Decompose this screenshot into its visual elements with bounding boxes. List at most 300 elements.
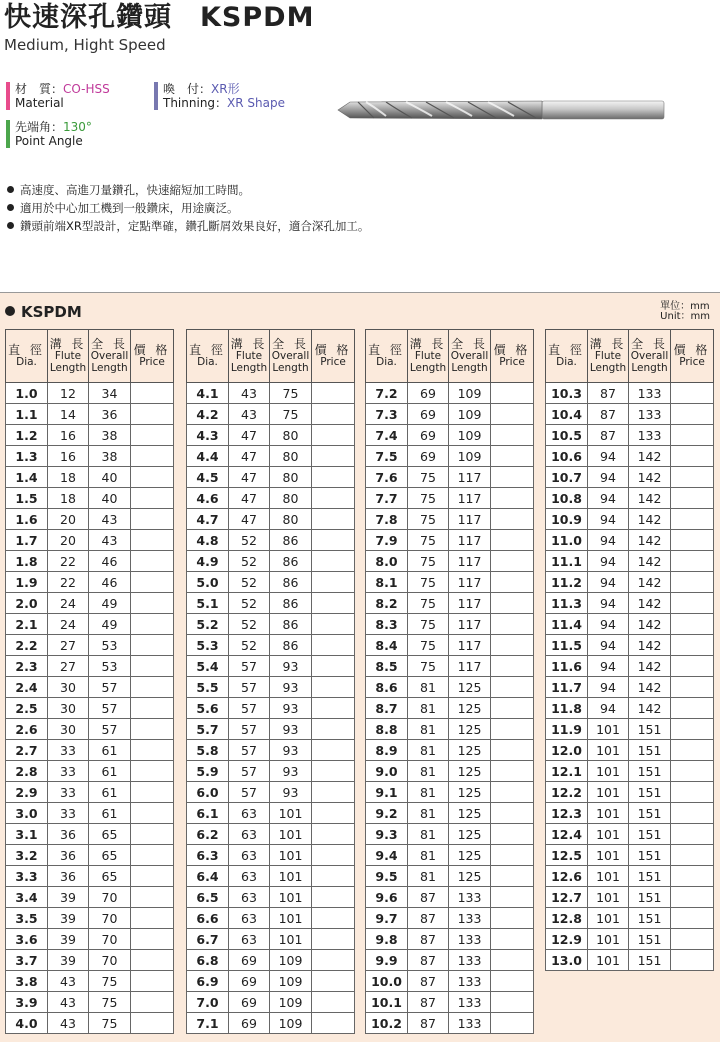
cell-price [491, 572, 534, 593]
cell-overall-length: 125 [449, 698, 491, 719]
cell-diameter: 2.6 [6, 719, 48, 740]
table-row [546, 467, 714, 488]
cell-diameter: 10.2 [366, 1013, 408, 1034]
cell-diameter: 4.1 [187, 383, 229, 404]
table-row [187, 677, 355, 698]
cell-flute-length: 16 [48, 446, 89, 467]
table-row [187, 950, 355, 971]
cell-flute-length: 52 [229, 572, 270, 593]
table-row [187, 593, 355, 614]
cell-overall-length: 93 [270, 740, 312, 761]
cell-diameter: 5.3 [187, 635, 229, 656]
cell-price [491, 719, 534, 740]
cell-flute-length: 81 [408, 803, 449, 824]
cell-flute-length: 33 [48, 782, 89, 803]
spec-thinning-en: Thinning： [163, 96, 228, 110]
cell-overall-length: 61 [89, 782, 131, 803]
cell-overall-length: 53 [89, 656, 131, 677]
cell-price [491, 971, 534, 992]
cell-flute-length: 20 [48, 530, 89, 551]
table-row [366, 656, 534, 677]
cell-diameter: 7.8 [366, 509, 408, 530]
cell-price [131, 845, 174, 866]
cell-flute-length: 47 [229, 509, 270, 530]
cell-flute-length: 63 [229, 824, 270, 845]
cell-overall-length: 36 [89, 404, 131, 425]
header-dia-zh: 直 徑 [189, 343, 226, 357]
cell-flute-length: 52 [229, 635, 270, 656]
cell-flute-length: 30 [48, 719, 89, 740]
header-flute-en: Flute Length [409, 350, 447, 374]
cell-overall-length: 151 [629, 866, 671, 887]
cell-diameter: 10.6 [546, 446, 588, 467]
table-header-row [187, 330, 355, 383]
cell-overall-length: 142 [629, 593, 671, 614]
table-row [366, 446, 534, 467]
cell-price [131, 467, 174, 488]
header-dia-en: Dia. [556, 356, 577, 368]
panel-title [5, 302, 82, 322]
cell-overall-length: 125 [449, 677, 491, 698]
cell-diameter: 7.7 [366, 488, 408, 509]
cell-price [491, 740, 534, 761]
cell-overall-length: 61 [89, 740, 131, 761]
cell-diameter: 1.4 [6, 467, 48, 488]
cell-price [671, 509, 714, 530]
cell-diameter: 11.6 [546, 656, 588, 677]
table-row [187, 530, 355, 551]
cell-overall-length: 109 [270, 950, 312, 971]
cell-price [312, 614, 355, 635]
cell-price [491, 1013, 534, 1034]
cell-diameter: 12.8 [546, 908, 588, 929]
header-price-zh: 價 格 [493, 343, 531, 357]
cell-price [491, 656, 534, 677]
cell-flute-length: 81 [408, 677, 449, 698]
cell-price [671, 404, 714, 425]
table-row [366, 614, 534, 635]
cell-price [312, 467, 355, 488]
cell-diameter: 5.2 [187, 614, 229, 635]
table-row [546, 908, 714, 929]
table-row [187, 782, 355, 803]
table-row [6, 467, 174, 488]
cell-overall-length: 125 [449, 719, 491, 740]
cell-flute-length: 69 [229, 971, 270, 992]
cell-flute-length: 94 [588, 593, 629, 614]
cell-flute-length: 69 [408, 446, 449, 467]
cell-overall-length: 142 [629, 656, 671, 677]
header-flute [588, 330, 629, 383]
cell-flute-length: 52 [229, 530, 270, 551]
cell-price [491, 446, 534, 467]
cell-overall-length: 49 [89, 614, 131, 635]
cell-price [671, 614, 714, 635]
table-row [6, 803, 174, 824]
cell-flute-length: 87 [588, 404, 629, 425]
cell-flute-length: 27 [48, 635, 89, 656]
header-dia-zh: 直 徑 [548, 343, 585, 357]
header-dia-en: Dia. [197, 356, 218, 368]
cell-overall-length: 109 [449, 425, 491, 446]
cell-overall-length: 125 [449, 803, 491, 824]
cell-flute-length: 24 [48, 614, 89, 635]
cell-price [131, 572, 174, 593]
cell-diameter: 5.9 [187, 761, 229, 782]
table-row [187, 803, 355, 824]
cell-overall-length: 70 [89, 908, 131, 929]
cell-flute-length: 63 [229, 803, 270, 824]
cell-flute-length: 30 [48, 677, 89, 698]
cell-price [491, 929, 534, 950]
cell-diameter: 10.1 [366, 992, 408, 1013]
table-row [6, 992, 174, 1013]
feature-item: 鑽頭前端XR型設計，定點準確，鑽孔斷屑效果良好，適合深孔加工。 [6, 217, 369, 235]
cell-price [491, 782, 534, 803]
cell-diameter: 9.0 [366, 761, 408, 782]
cell-overall-length: 142 [629, 488, 671, 509]
cell-overall-length: 109 [270, 971, 312, 992]
cell-diameter: 10.0 [366, 971, 408, 992]
cell-price [671, 677, 714, 698]
cell-diameter: 7.3 [366, 404, 408, 425]
cell-overall-length: 133 [449, 929, 491, 950]
cell-diameter: 2.7 [6, 740, 48, 761]
table-row [6, 446, 174, 467]
cell-overall-length: 151 [629, 803, 671, 824]
spec-thinning [154, 82, 285, 110]
cell-diameter: 11.1 [546, 551, 588, 572]
cell-price [312, 782, 355, 803]
cell-diameter: 6.5 [187, 887, 229, 908]
table-row [366, 677, 534, 698]
cell-diameter: 5.1 [187, 593, 229, 614]
cell-flute-length: 14 [48, 404, 89, 425]
cell-diameter: 6.0 [187, 782, 229, 803]
cell-diameter: 2.8 [6, 761, 48, 782]
cell-price [671, 698, 714, 719]
cell-diameter: 9.5 [366, 866, 408, 887]
table-row [6, 656, 174, 677]
cell-overall-length: 43 [89, 509, 131, 530]
cell-overall-length: 109 [449, 446, 491, 467]
table-row [6, 404, 174, 425]
cell-flute-length: 94 [588, 467, 629, 488]
cell-flute-length: 101 [588, 908, 629, 929]
cell-overall-length: 133 [449, 971, 491, 992]
cell-diameter: 1.5 [6, 488, 48, 509]
cell-flute-length: 101 [588, 887, 629, 908]
cell-price [131, 803, 174, 824]
cell-diameter: 9.9 [366, 950, 408, 971]
cell-flute-length: 47 [229, 425, 270, 446]
cell-flute-length: 94 [588, 446, 629, 467]
table-row [546, 614, 714, 635]
cell-price [312, 845, 355, 866]
cell-diameter: 13.0 [546, 950, 588, 971]
header-price-en: Price [679, 356, 705, 368]
cell-price [312, 383, 355, 404]
cell-overall-length: 133 [629, 425, 671, 446]
table-row [366, 971, 534, 992]
unit-label [660, 302, 710, 322]
cell-diameter: 12.5 [546, 845, 588, 866]
table-row [546, 950, 714, 971]
cell-overall-length: 101 [270, 929, 312, 950]
cell-diameter: 5.0 [187, 572, 229, 593]
cell-flute-length: 20 [48, 509, 89, 530]
cell-flute-length: 75 [408, 614, 449, 635]
table-row [546, 656, 714, 677]
cell-overall-length: 86 [270, 614, 312, 635]
spec-angle-label: 先端角： [15, 120, 64, 134]
table-row [187, 509, 355, 530]
cell-overall-length: 40 [89, 467, 131, 488]
cell-overall-length: 133 [449, 1013, 491, 1034]
table-row [366, 467, 534, 488]
cell-flute-length: 94 [588, 551, 629, 572]
cell-price [312, 950, 355, 971]
cell-overall-length: 65 [89, 824, 131, 845]
cell-diameter: 8.3 [366, 614, 408, 635]
cell-overall-length: 70 [89, 950, 131, 971]
cell-flute-length: 87 [408, 971, 449, 992]
cell-price [131, 719, 174, 740]
cell-overall-length: 133 [449, 887, 491, 908]
cell-overall-length: 117 [449, 467, 491, 488]
cell-flute-length: 87 [408, 908, 449, 929]
cell-diameter: 10.5 [546, 425, 588, 446]
table-row [6, 887, 174, 908]
cell-price [671, 887, 714, 908]
cell-overall-length: 57 [89, 677, 131, 698]
page-subtitle: Medium, Hight Speed [4, 36, 166, 54]
cell-diameter: 12.6 [546, 866, 588, 887]
cell-overall-length: 109 [449, 383, 491, 404]
cell-diameter: 6.8 [187, 950, 229, 971]
spec-material-value: CO-HSS [63, 82, 110, 96]
cell-flute-length: 81 [408, 698, 449, 719]
table-row [366, 782, 534, 803]
cell-flute-length: 18 [48, 488, 89, 509]
table-row [187, 1013, 355, 1034]
cell-flute-length: 87 [408, 992, 449, 1013]
table-row [187, 845, 355, 866]
cell-price [131, 929, 174, 950]
cell-flute-length: 87 [408, 950, 449, 971]
table-row [187, 761, 355, 782]
table-row [6, 761, 174, 782]
cell-diameter: 12.0 [546, 740, 588, 761]
cell-overall-length: 117 [449, 572, 491, 593]
header-price-en: Price [499, 356, 525, 368]
table-row [366, 803, 534, 824]
header-flute-zh: 溝 長 [49, 337, 87, 351]
cell-price [312, 887, 355, 908]
cell-overall-length: 40 [89, 488, 131, 509]
cell-diameter: 9.7 [366, 908, 408, 929]
cell-price [671, 761, 714, 782]
table-row [546, 425, 714, 446]
cell-diameter: 4.9 [187, 551, 229, 572]
cell-price [131, 593, 174, 614]
cell-price [671, 719, 714, 740]
table-row [366, 824, 534, 845]
table-row [366, 635, 534, 656]
cell-overall-length: 93 [270, 719, 312, 740]
table-row [187, 488, 355, 509]
cell-flute-length: 22 [48, 572, 89, 593]
cell-flute-length: 47 [229, 488, 270, 509]
cell-price [312, 593, 355, 614]
cell-flute-length: 69 [229, 992, 270, 1013]
table-row [366, 530, 534, 551]
cell-flute-length: 36 [48, 845, 89, 866]
cell-overall-length: 133 [449, 908, 491, 929]
cell-overall-length: 43 [89, 530, 131, 551]
cell-price [671, 803, 714, 824]
cell-price [312, 677, 355, 698]
header-dia-zh: 直 徑 [8, 343, 45, 357]
cell-diameter: 10.4 [546, 404, 588, 425]
header-flute-zh: 溝 長 [409, 337, 447, 351]
cell-overall-length: 117 [449, 656, 491, 677]
cell-overall-length: 57 [89, 719, 131, 740]
cell-diameter: 1.7 [6, 530, 48, 551]
table-row [546, 509, 714, 530]
table-row [366, 719, 534, 740]
header-overall-zh: 全 長 [272, 337, 309, 351]
cell-diameter: 5.7 [187, 719, 229, 740]
cell-price [671, 929, 714, 950]
feature-list [6, 181, 369, 235]
table-row [546, 866, 714, 887]
cell-price [491, 488, 534, 509]
table-row [187, 929, 355, 950]
cell-diameter: 12.3 [546, 803, 588, 824]
table-row [6, 551, 174, 572]
cell-diameter: 1.8 [6, 551, 48, 572]
cell-price [312, 824, 355, 845]
table-row [366, 593, 534, 614]
header-flute [229, 330, 270, 383]
cell-overall-length: 61 [89, 761, 131, 782]
cell-price [312, 509, 355, 530]
table-row [187, 719, 355, 740]
cell-price [491, 908, 534, 929]
cell-overall-length: 109 [449, 404, 491, 425]
cell-price [131, 992, 174, 1013]
spec-thinning-en-value: XR Shape [227, 96, 285, 110]
cell-diameter: 3.8 [6, 971, 48, 992]
header-price-zh: 價 格 [314, 343, 352, 357]
cell-flute-length: 87 [408, 929, 449, 950]
cell-overall-length: 125 [449, 845, 491, 866]
cell-flute-length: 101 [588, 719, 629, 740]
cell-price [312, 740, 355, 761]
cell-diameter: 3.7 [6, 950, 48, 971]
table-row [366, 740, 534, 761]
cell-diameter: 1.3 [6, 446, 48, 467]
header-price [671, 330, 714, 383]
cell-diameter: 6.1 [187, 803, 229, 824]
cell-price [131, 698, 174, 719]
cell-overall-length: 142 [629, 551, 671, 572]
cell-flute-length: 81 [408, 824, 449, 845]
table-row [546, 530, 714, 551]
cell-overall-length: 46 [89, 551, 131, 572]
cell-flute-length: 81 [408, 782, 449, 803]
header-overall-zh: 全 長 [91, 337, 128, 351]
cell-overall-length: 151 [629, 908, 671, 929]
cell-overall-length: 75 [89, 971, 131, 992]
table-row [366, 698, 534, 719]
cell-price [312, 656, 355, 677]
cell-overall-length: 125 [449, 740, 491, 761]
cell-price [671, 425, 714, 446]
cell-overall-length: 49 [89, 593, 131, 614]
cell-overall-length: 151 [629, 782, 671, 803]
cell-diameter: 6.7 [187, 929, 229, 950]
cell-price [312, 908, 355, 929]
cell-diameter: 8.8 [366, 719, 408, 740]
cell-price [671, 383, 714, 404]
cell-diameter: 3.4 [6, 887, 48, 908]
cell-diameter: 1.2 [6, 425, 48, 446]
cell-diameter: 6.6 [187, 908, 229, 929]
header-dia-zh: 直 徑 [368, 343, 405, 357]
cell-overall-length: 151 [629, 929, 671, 950]
table-row [187, 971, 355, 992]
table-row [546, 551, 714, 572]
cell-price [131, 635, 174, 656]
cell-price [671, 530, 714, 551]
cell-diameter: 11.7 [546, 677, 588, 698]
cell-price [671, 593, 714, 614]
cell-overall-length: 117 [449, 551, 491, 572]
cell-flute-length: 18 [48, 467, 89, 488]
cell-overall-length: 117 [449, 509, 491, 530]
cell-flute-length: 75 [408, 530, 449, 551]
table-row [546, 719, 714, 740]
cell-overall-length: 117 [449, 488, 491, 509]
cell-diameter: 4.7 [187, 509, 229, 530]
cell-diameter: 8.6 [366, 677, 408, 698]
table-row [546, 845, 714, 866]
cell-flute-length: 69 [408, 383, 449, 404]
cell-diameter: 9.8 [366, 929, 408, 950]
cell-flute-length: 69 [408, 425, 449, 446]
cell-price [131, 950, 174, 971]
cell-overall-length: 80 [270, 467, 312, 488]
cell-diameter: 2.0 [6, 593, 48, 614]
cell-overall-length: 38 [89, 425, 131, 446]
cell-flute-length: 94 [588, 488, 629, 509]
cell-diameter: 1.9 [6, 572, 48, 593]
cell-flute-length: 33 [48, 761, 89, 782]
table-row [546, 803, 714, 824]
cell-flute-length: 12 [48, 383, 89, 404]
cell-overall-length: 57 [89, 698, 131, 719]
cell-price [671, 572, 714, 593]
cell-flute-length: 43 [48, 992, 89, 1013]
cell-diameter: 3.9 [6, 992, 48, 1013]
cell-flute-length: 52 [229, 551, 270, 572]
table-row [6, 1013, 174, 1034]
table-row [6, 866, 174, 887]
cell-flute-length: 63 [229, 908, 270, 929]
cell-price [671, 824, 714, 845]
